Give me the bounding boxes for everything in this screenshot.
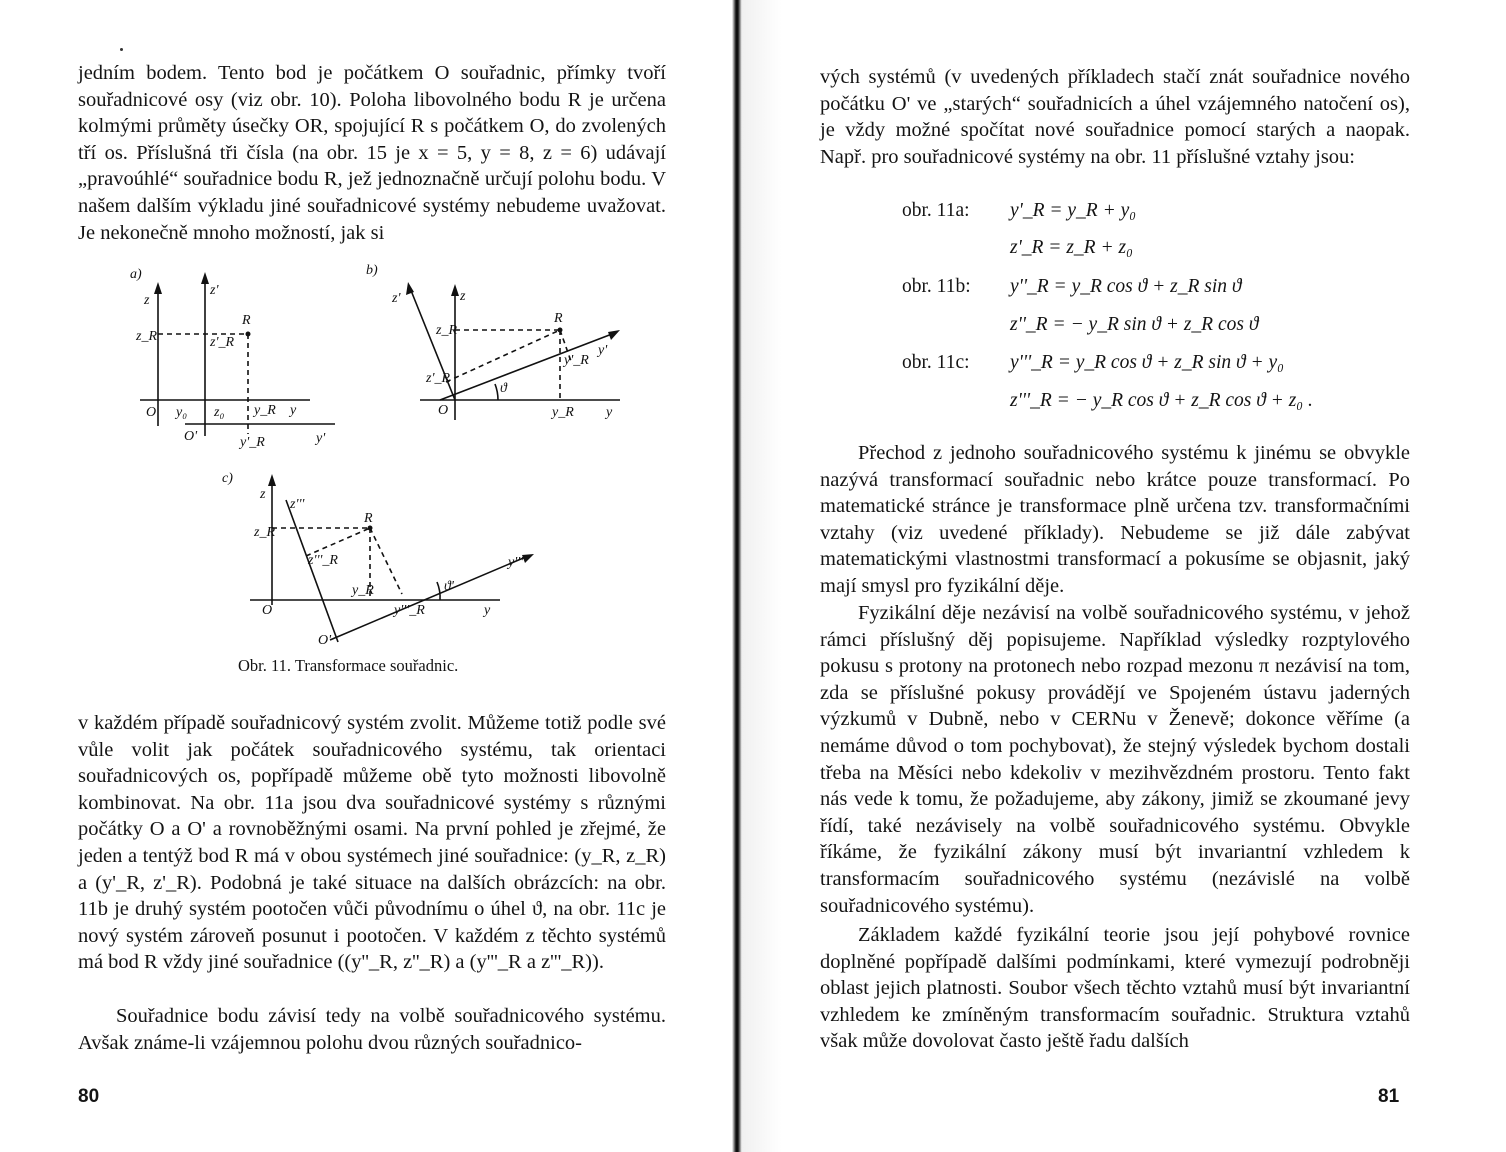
- fig-label-a: a): [130, 267, 142, 282]
- figure-label: y: [606, 405, 613, 420]
- figure-label: z'_R: [426, 371, 450, 386]
- figure-label: ϑ: [500, 381, 507, 396]
- right-paragraph-1: vých systémů (v uvedených příkladech stačí znát souřadnice nového počátku O' ve „starých“ souřadnicích a úhel vzájemného natočení os), je vždy možné spočítat nové souřadnice pomocí starých a naopak. Např. pro souřadnicové systémy na obr. 11 příslušné vztahy jsou:: [820, 66, 1410, 168]
- left-page: [0, 0, 738, 1152]
- figure-label: z''': [290, 497, 305, 512]
- figure-label: R: [554, 311, 563, 326]
- figure-label: z: [460, 289, 466, 304]
- left-paragraph-2: v každém případě souřadnicový systém zvolit. Můžeme totiž podle své vůle volit jak počátek souřadnicového systému, tak orientaci souřadnicových os, popřípadě můžeme obě tyto možnosti libovolně kombinovat. Na obr. 11a jsou dva souřadnicové systémy s různými počátky O a O' a rovnoběžnými osami. Na první pohled je zřejmé, že jeden a tentýž bod R má v obou systémech jiné souřadnice: (y_R, z_R) a (y'_R, z'_R). Podobná je také situace na dalších obrázcích: na obr. 11b je druhý systém pootočen vůči původnímu o úhel ϑ, na obr. 11c je nový systém zároveň posunut i pootočen. V každém z těchto systémů má bod R vždy jiné souřadnice ((y''_R, z''_R) a (y'''_R a z'''_R)).: [78, 712, 666, 974]
- page-number-right: 81: [1378, 1086, 1400, 1107]
- figure-label: z'_R: [210, 335, 234, 350]
- figure-label: y_R: [254, 403, 276, 418]
- figure-label: z₀: [214, 405, 225, 420]
- fig-label-b: b): [366, 263, 378, 278]
- right-paragraph-3: Fyzikální děje nezávisí na volbě souřadnicového systému, v jehož rámci příslušný děj popisujeme. Například výsledky rozptylového pokusu s protony na protonech nebo rozpad mezonu π nezávisí na tom, zda se příslušné pokusy provádějí ve Spojeném ústavu jaderných výzkumů v Dubně, nebo v CERNu v Ženevě; dokonce věříme (a nemáme důvod o tom pochybovat), že stejný výsledek bychom dostali třeba na Měsíci nebo kdekoliv v mezihvězdném prostoru. Tento fakt nás vede k tomu, že požadujeme, aby zákony, jimiž se zkoumané jevy řídí, také nezávisely na volbě souřadnicového systému. Obvykle říkáme, že fyzikální zákony musí být invariantní vzhledem k transformacím souřadnicového systému (nezávislé na volbě souřadnicového systému).: [820, 602, 1410, 917]
- figure-label: z_R: [436, 323, 457, 338]
- figure-label: y': [598, 343, 608, 358]
- figure-label: z': [210, 283, 219, 298]
- figure-label: O': [184, 429, 198, 444]
- figure-label: O: [262, 603, 273, 618]
- figure-label: y''': [508, 555, 524, 570]
- figure-label: O': [318, 633, 332, 648]
- figure-label: ϑ': [444, 579, 454, 594]
- fig-label-c: c): [222, 471, 233, 486]
- right-page: vých systémů (v uvedených příkladech stačí znát souřadnice nového počátku O' ve „starých“ souřadnicích a úhel vzájemného natočení os), je vždy možné spočítat nové souřadnice pomocí starých a naopak. Např. pro souřadnicové systémy na obr. 11 příslušné vztahy jsou: obr. 11a: y'_R = y_R + y₀ z'_R = z_R + z₀ obr. 11b: y''_R = y_R cos ϑ + z_R sin ϑ z''_R = − y_R sin ϑ + z_R cos ϑ obr. 11c: y'''_R = y_R cos ϑ + z_R sin ϑ + y₀ z'''_R = − y_R cos ϑ + z_R cos ϑ + z₀ . Přechod z jednoho souřadnicového systému k jinému se obvykle nazývá transformací souřadnic nebo krátce pouze transformací. Po matematické stránce je transformace plně určena tzv. transformačními vztahy (viz uvedené příklady). Nebudeme se již dále zabývat matematickými vlastnostmi transformací a pokusíme se objasnit, jaký mají smysl pro fyzikální děje. Fyzikální děje nezávisí na volbě souřadnicového systému, v jehož rámci příslušný děj popisujeme. Například výsledky rozptylového pokusu s protony na protonech nebo rozpad mezonu π nezávisí na tom, zda se příslušné pokusy provádějí ve Spojeném ústavu jaderných výzkumů v Dubně, nebo v CERNu v Ženevě; dokonce věříme (a nemáme důvod o tom pochybovat), že stejný výsledek bychom dostali třeba na Měsíci nebo kdekoliv v mezihvězdném prostoru. Tento fakt nás vede k tomu, že požadujeme, aby zákony, jimiž se zkoumané jevy řídí, také nezávisely na volbě souřadnicového systému. Obvykle říkáme, že fyzikální zákony musí být invariantní vzhledem k transformacím souřadnicového systému (nezávislé na volbě souřadnicového systému). Základem každé fyzikální teorie jsou její pohybové rovnice doplněné popřípadě dalšími podmínkami, které vymezují podrobněji oblast jejich platnosti. Soubor všech těchto vztahů musí být invariantní vzhledem ke zmíněným transformacím souřadnic. Struktura vztahů však může dovolovat často ještě řadu dalších 81: [820, 66, 1410, 1107]
- figure-label: z_R: [254, 525, 275, 540]
- figure-label: y_R: [552, 405, 574, 420]
- page-number-left: 80: [78, 1086, 100, 1107]
- figure-label: y'_R: [564, 353, 589, 368]
- figure-label: z_R: [136, 329, 157, 344]
- figure-label: R: [242, 313, 251, 328]
- left-paragraph-1: jedním bodem. Tento bod je počátkem O souřadnic, přímky tvoří souřadnicové osy (viz obr. 10). Poloha libovolného bodu R je určena kolmými průměty úsečky OR, spojující R s počátkem O, do zvolených tří os. Příslušná tři čísla (na obr. 15 je x = 5, y = 8, z = 6) udávají „pravoúhlé“ souřadnice bodu R, jež jednoznačně určují polohu bodu. V našem dalším výkladu jiné souřadnicové systémy nebudeme uvažovat. Je nekonečně mnoho možností, jak si: [78, 62, 666, 244]
- figure-11-diagram: [0, 260, 738, 660]
- figure-label: y: [484, 603, 491, 618]
- figure-label: y'''_R: [394, 603, 425, 618]
- figure-label: z: [144, 293, 150, 308]
- figure-label: O: [438, 403, 449, 418]
- figure-label: z: [260, 487, 266, 502]
- figure-label: R: [364, 511, 373, 526]
- right-paragraph-2: Přechod z jednoho souřadnicového systému k jinému se obvykle nazývá transformací souřadnic nebo krátce pouze transformací. Po matematické stránce je transformace plně určena tzv. transformačními vztahy (viz uvedené příklady). Nebudeme se již dále zabývat matematickými vlastnostmi transformací a pokusíme se objasnit, jaký mají smysl pro fyzikální děje.: [820, 442, 1410, 597]
- figure-label: y_R: [352, 583, 374, 598]
- book-spine: [732, 0, 742, 1152]
- figure-label: O: [146, 405, 157, 420]
- figure-label: y': [316, 431, 326, 446]
- figure-label: z': [392, 291, 401, 306]
- figure-label: z'''_R: [308, 553, 338, 568]
- right-paragraph-4: Základem každé fyzikální teorie jsou její pohybové rovnice doplněné popřípadě dalšími podmínkami, které vymezují podrobněji oblast jejich platnosti. Soubor všech těchto vztahů musí být invariantní vzhledem ke zmíněným transformacím souřadnic. Struktura vztahů však může dovolovat často ještě řadu dalších: [820, 924, 1410, 1053]
- left-paragraph-3: Souřadnice bodu závisí tedy na volbě souřadnicového systému. Avšak známe-li vzájemnou polohu dvou různých souřadnico-: [78, 1005, 666, 1054]
- figure-label: y₀: [176, 405, 188, 420]
- figure-label: y: [290, 403, 297, 418]
- figure-caption: Obr. 11. Transformace souřadnic.: [238, 656, 459, 675]
- figure-label: y'_R: [240, 435, 265, 450]
- speck: [120, 48, 123, 51]
